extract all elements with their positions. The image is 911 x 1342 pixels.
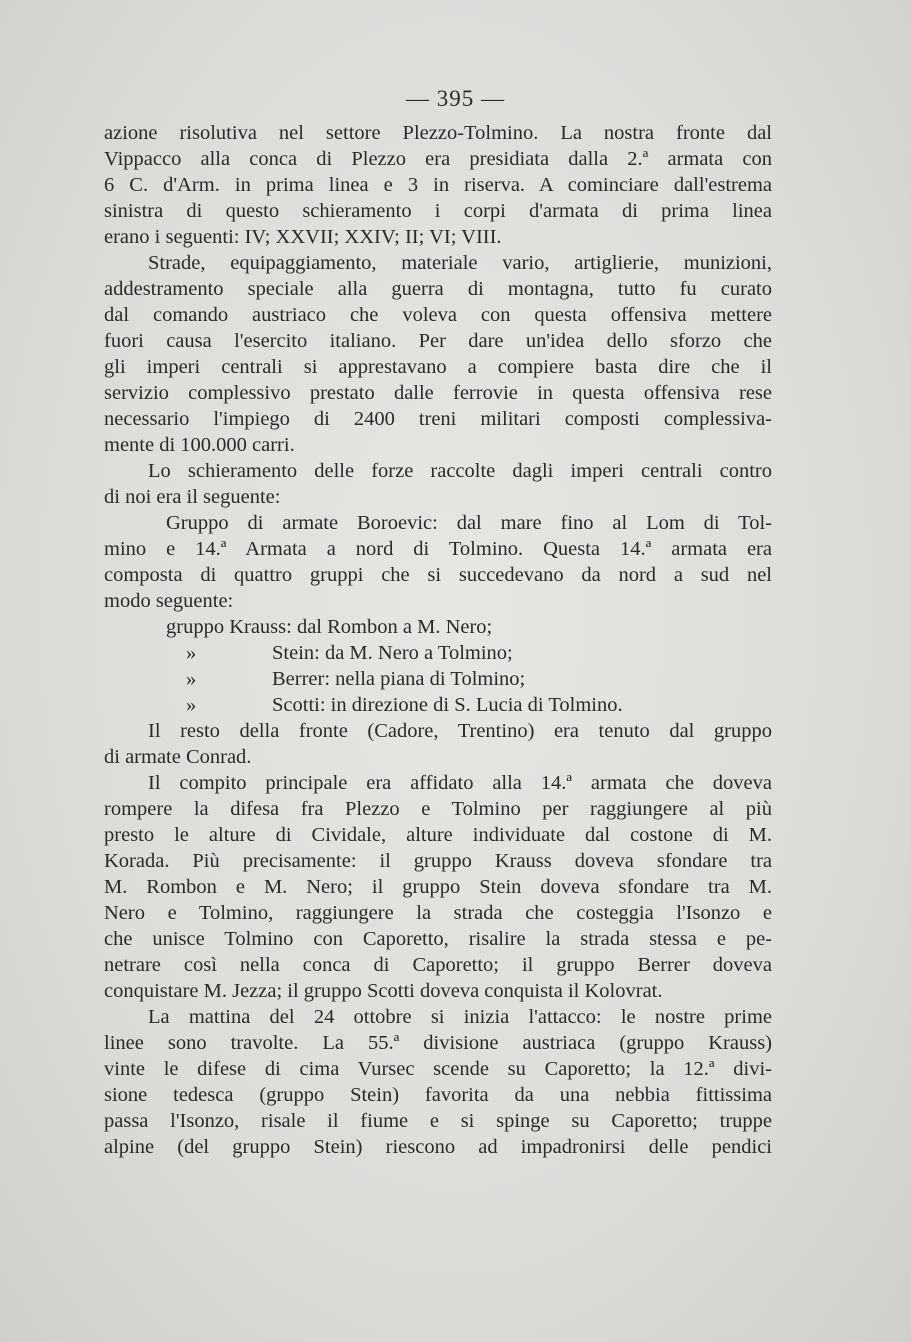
text-line: mente di 100.000 carri. xyxy=(104,434,295,456)
text-line: di armate Conrad. xyxy=(104,746,252,768)
ditto-mark: » xyxy=(186,668,197,690)
text-line: 6 C. d'Arm. in prima linea e 3 in riserva. A cominciare dall'estrema xyxy=(104,174,772,196)
text-line: linee sono travolte. La 55.ª divisione austriaca (gruppo Krauss) xyxy=(104,1032,772,1054)
text-line: Il resto della fronte (Cadore, Trentino) era tenuto dal gruppo xyxy=(148,720,772,742)
text-line: Vippacco alla conca di Plezzo era presidiata dalla 2.ª armata con xyxy=(104,148,772,170)
text-line: Strade, equipaggiamento, materiale vario, artiglierie, munizioni, xyxy=(148,252,772,274)
text-line: passa l'Isonzo, risale il fiume e si spinge su Caporetto; truppe xyxy=(104,1110,772,1132)
text-line: rompere la difesa fra Plezzo e Tolmino per raggiungere al più xyxy=(104,798,772,820)
list-item-text: Scotti: in direzione di S. Lucia di Tolmino. xyxy=(272,694,623,716)
text-line: netrare così nella conca di Caporetto; il gruppo Berrer doveva xyxy=(104,954,772,976)
list-item xyxy=(104,640,772,666)
text-line: conquistare M. Jezza; il gruppo Scotti doveva conquista il Kolovrat. xyxy=(104,980,663,1002)
text-line: alpine (del gruppo Stein) riescono ad impadronirsi delle pendici xyxy=(104,1136,772,1158)
text-line: mino e 14.ª Armata a nord di Tolmino. Questa 14.ª armata era xyxy=(104,538,772,560)
text-line: modo seguente: xyxy=(104,590,234,612)
text-line: dal comando austriaco che voleva con questa offensiva mettere xyxy=(104,304,772,326)
text-line: fuori causa l'esercito italiano. Per dare un'idea dello sforzo che xyxy=(104,330,772,352)
list-item xyxy=(104,666,772,692)
text-line: erano i seguenti: IV; XXVII; XXIV; II; VI; VIII. xyxy=(104,226,502,248)
ditto-mark: » xyxy=(186,694,197,716)
list-item-text: Stein: da M. Nero a Tolmino; xyxy=(272,642,513,664)
text-line: composta di quattro gruppi che si succedevano da nord a sud nel xyxy=(104,564,772,586)
page-number: — 395 — xyxy=(406,86,505,111)
list-item: gruppo Krauss: dal Rombon a M. Nero; xyxy=(166,616,493,638)
text-line: addestramento speciale alla guerra di montagna, tutto fu curato xyxy=(104,278,772,300)
text-line: M. Rombon e M. Nero; il gruppo Stein doveva sfondare tra M. xyxy=(104,876,772,898)
text-line: Lo schieramento delle forze raccolte dagli imperi centrali contro xyxy=(148,460,772,482)
text-line: azione risolutiva nel settore Plezzo-Tolmino. La nostra fronte dal xyxy=(104,122,772,144)
text-line: servizio complessivo prestato dalle ferrovie in questa offensiva rese xyxy=(104,382,772,404)
text-line: gli imperi centrali si apprestavano a compiere basta dire che il xyxy=(104,356,772,378)
text-line: sione tedesca (gruppo Stein) favorita da una nebbia fittissima xyxy=(104,1084,772,1106)
text-line: Nero e Tolmino, raggiungere la strada che costeggia l'Isonzo e xyxy=(104,902,772,924)
text-line: Il compito principale era affidato alla 14.ª armata che doveva xyxy=(148,772,772,794)
text-line: presto le alture di Cividale, alture individuate dal costone di M. xyxy=(104,824,772,846)
text-line: Gruppo di armate Boroevic: dal mare fino al Lom di Tol- xyxy=(166,512,772,534)
text-line: che unisce Tolmino con Caporetto, risalire la strada stessa e pe- xyxy=(104,928,772,950)
text-line: Korada. Più precisamente: il gruppo Krauss doveva sfondare tra xyxy=(104,850,772,872)
text-line: necessario l'impiego di 2400 treni militari composti complessiva- xyxy=(104,408,772,430)
body-text xyxy=(104,120,772,1160)
text-line: sinistra di questo schieramento i corpi d'armata di prima linea xyxy=(104,200,772,222)
text-line: di noi era il seguente: xyxy=(104,486,281,508)
ditto-mark: » xyxy=(186,642,197,664)
list-item xyxy=(104,692,772,718)
text-line: La mattina del 24 ottobre si inizia l'attacco: le nostre prime xyxy=(148,1006,772,1028)
text-line: vinte le difese di cima Vursec scende su Caporetto; la 12.ª divi- xyxy=(104,1058,772,1080)
list-item-text: Berrer: nella piana di Tolmino; xyxy=(272,668,526,690)
